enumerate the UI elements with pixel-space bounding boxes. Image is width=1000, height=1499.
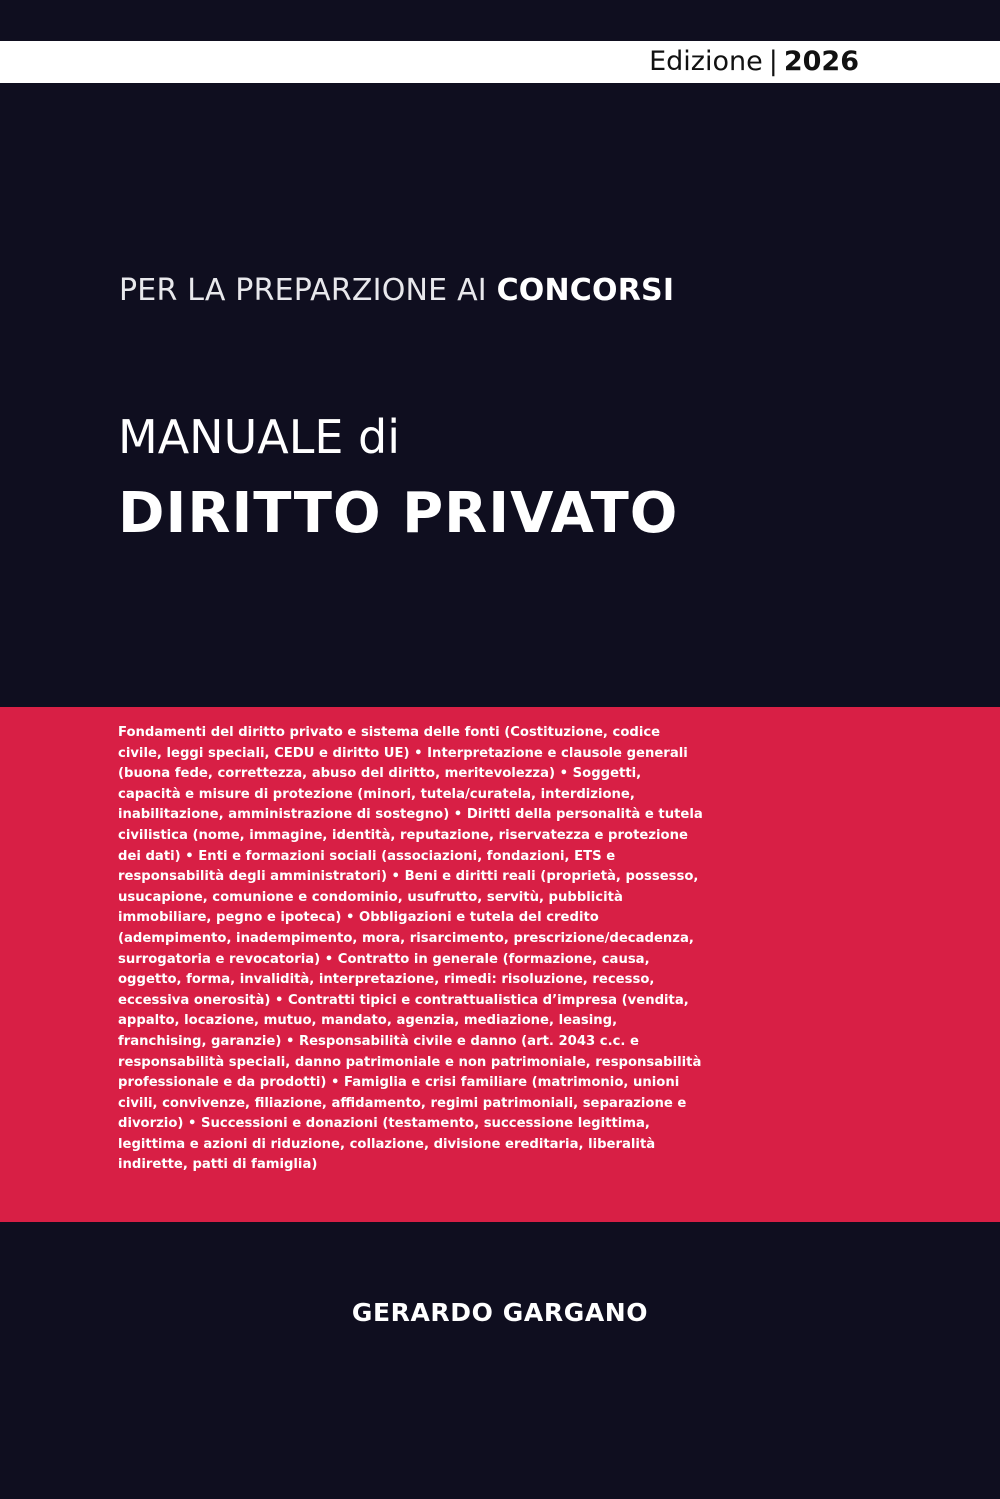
- edition-year: 2026: [783, 46, 859, 77]
- edition-word: Edizione: [649, 46, 763, 77]
- cover-subtitle: [119, 272, 674, 310]
- edition-band: [0, 41, 1000, 83]
- subtitle-prefix: PER LA PREPARZIONE AI: [119, 273, 497, 308]
- edition-separator: |: [768, 46, 778, 77]
- topics-text: Fondamenti del diritto privato e sistema delle fonti (Costituzione, codice civile, leggi speciali, CEDU e diritto UE) • Interpretazione e clausole generali (buona fede, correttezza, abuso del diritto, meritevolezza) • Soggetti, capacità e misure di protezione (minori, tutela/curatela, interdizione, inabilitazione, amministrazione di sostegno) • Diritti della personalità e tutela civilistica (nome, immagine, identità, reputazione, riservatezza e protezione dei dati) • Enti e formazioni sociali (associazioni, fondazioni, ETS e responsabilità degli amministratori) • Beni e diritti reali (proprietà, possesso, usucapione, comunione e condominio, usufrutto, servitù, pubblicità immobiliare, pegno e ipoteca) • Obbligazioni e tutela del credito (adempimento, inadempimento, mora, risarcimento, prescrizione/decadenza, surrogatoria e revocatoria) • Contratto in generale (formazione, causa, oggetto, forma, invalidità, interpretazione, rimedi: risoluzione, recesso, eccessiva onerosità) • Contratti tipici e contrattualistica d’impresa (vendita, appalto, locazione, mutuo, mandato, agenzia, mediazione, leasing, franchising, garanzie) • Responsabilità civile e danno (art. 2043 c.c. e responsabilità speciali, danno patrimoniale e non patrimoniale, responsabilità professionale e da prodotti) • Famiglia e crisi familiare (matrimonio, unioni civili, convivenze, filiazione, affidamento, regimi patrimoniali, separazione e divorzio) • Successioni e donazioni (testamento, successione legittima, legittima e azioni di riduzione, collazione, divisione ereditaria, liberalità indirette, patti di famiglia): [118, 725, 703, 1173]
- edition-label: [649, 45, 859, 79]
- title-line-1: MANUALE di: [118, 410, 400, 464]
- topics-band: [0, 707, 1000, 1222]
- title-line-2: DIRITTO PRIVATO: [118, 481, 679, 546]
- author-name: GERARDO GARGANO: [351, 1298, 649, 1327]
- subtitle-emphasis: CONCORSI: [496, 273, 675, 308]
